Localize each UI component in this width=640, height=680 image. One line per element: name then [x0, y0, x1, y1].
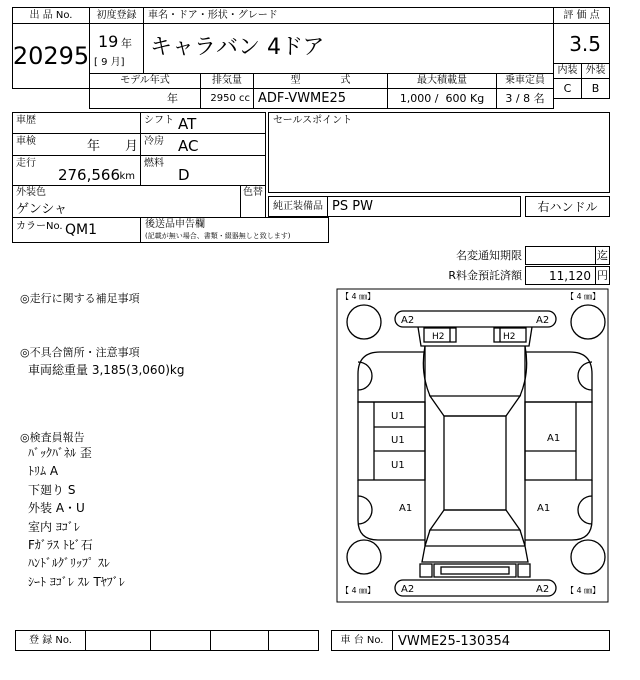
- rear-pillars: [425, 530, 525, 546]
- name-change-value-box: [525, 246, 596, 265]
- rear-bumper: [395, 580, 556, 596]
- driving-notes-heading: ◎走行に関する補足事項: [20, 292, 140, 305]
- shift-value: AT: [178, 115, 197, 133]
- windshield: [430, 396, 520, 416]
- color-number-cell: [12, 217, 141, 243]
- spec-model-code: ADF-VWME25: [253, 88, 388, 109]
- mark-left-panel-2: U1: [391, 435, 405, 446]
- left-front-fender: [358, 352, 425, 402]
- recycle-fee-value: 11,120: [525, 266, 596, 285]
- mileage-label: 走行: [16, 158, 36, 169]
- lot-label: 出 品 No.: [12, 7, 90, 24]
- roof: [444, 416, 506, 510]
- mileage-cell: [12, 155, 141, 186]
- score-value: 3.5: [553, 23, 610, 64]
- mark-headlight-left: H2: [432, 332, 445, 342]
- mark-headlight-right: H2: [503, 332, 516, 342]
- history-label: 車歴: [16, 115, 36, 126]
- inspector-item: ｼｰﾄ ﾖｺﾞﾚ ｽﾚ Tﾔﾌﾞﾚ: [28, 575, 125, 589]
- mileage-value: 276,566: [57, 166, 120, 184]
- shift-label: シフト: [144, 115, 174, 126]
- recolor-label: 色替: [243, 187, 263, 198]
- mark-rear-bumper-right: A2: [536, 584, 550, 595]
- equipment-value: PS PW: [332, 199, 373, 214]
- front-bumper: [395, 311, 556, 327]
- inspector-item: ﾊﾞｯｸﾊﾞﾈﾙ 歪: [28, 446, 92, 460]
- ac-value: AC: [178, 137, 199, 155]
- exterior-label: 外装: [581, 63, 610, 79]
- rear-plate-area: [434, 564, 516, 577]
- mark-left-rear: A1: [399, 503, 413, 514]
- defect-item: 車両総重量 3,185(3,060)kg: [28, 363, 185, 377]
- mark-left-panel-3: U1: [391, 460, 405, 471]
- tread-rear-right: 【 4 ㎜】: [566, 586, 601, 595]
- inspection-label: 車検: [16, 136, 36, 147]
- sales-point-label: セールスポイント: [273, 115, 353, 126]
- mark-right-rear: A1: [537, 503, 551, 514]
- spec-model-year: 年: [89, 88, 201, 109]
- right-front-wheel-arch: [578, 362, 592, 390]
- sales-point-cell: [268, 112, 610, 193]
- rear-plate: [441, 567, 509, 574]
- registration-month: [ 9 月]: [94, 57, 125, 68]
- registration-number-cell: [210, 630, 269, 651]
- inspector-item: ﾄﾘﾑ A: [28, 464, 59, 478]
- left-rear-wheel-arch: [358, 496, 372, 524]
- inspection-year-unit: 年: [87, 139, 101, 154]
- steering-cell: 右ハンドル: [525, 196, 610, 217]
- rear-window: [430, 510, 520, 530]
- car-name-header: [143, 7, 554, 24]
- name-change-unit: 迄: [595, 246, 610, 265]
- history-cell: [12, 112, 141, 134]
- color-number-value: QM1: [65, 222, 98, 238]
- tail-light-left: [420, 564, 432, 577]
- tire-rear-left: [347, 540, 381, 574]
- inspector-item: 室内 ﾖｺﾞﾚ: [28, 520, 80, 534]
- recycle-fee-unit: 円: [595, 266, 610, 285]
- later-items-note: (記載が無い場合、書類・綴器無しと致します): [145, 232, 291, 240]
- lot-number: 20295: [12, 23, 90, 89]
- mark-left-panel-1: U1: [391, 411, 405, 422]
- inspector-item: Fｶﾞﾗｽ ﾄﾋﾞ石: [28, 538, 93, 552]
- tire-front-right: [571, 305, 605, 339]
- recolor-cell: [240, 185, 266, 218]
- hood-pillars: [423, 346, 526, 396]
- inspector-item: 下廻り S: [28, 483, 76, 497]
- tread-front-right: 【 4 ㎜】: [566, 292, 601, 301]
- mark-front-bumper-left: A2: [401, 315, 415, 326]
- mark-rear-bumper-left: A2: [401, 584, 415, 595]
- defect-notes-heading: ◎不具合箇所・注意事項: [20, 346, 140, 359]
- chassis-number-label: 車 台 No.: [331, 630, 393, 651]
- inspection-month-unit: 月: [125, 139, 139, 154]
- registration-year: 19: [98, 32, 119, 51]
- tread-front-left: 【 4 ㎜】: [341, 292, 376, 301]
- rear-face: [422, 546, 528, 562]
- ac-label: 冷房: [144, 136, 164, 147]
- equipment-cell: [327, 196, 521, 217]
- exterior-grade: B: [581, 78, 610, 99]
- spec-capacity: 3 / 8 名: [496, 88, 554, 109]
- registration-number-cell: [268, 630, 319, 651]
- spec-header-model-year: モデル年式: [89, 73, 201, 89]
- tire-front-left: [347, 305, 381, 339]
- diagram-frame: [337, 289, 608, 602]
- registration-number-cell: [85, 630, 151, 651]
- spec-header-model-code: 型 式: [253, 73, 388, 89]
- later-items-label: 後送品申告欄: [145, 219, 205, 230]
- right-rear-wheel-arch: [578, 496, 592, 524]
- exterior-color-cell: [12, 185, 241, 218]
- recycle-fee-label: R料金預託済額: [448, 269, 522, 282]
- condition-diagram: [336, 288, 610, 603]
- car-name-cell: [143, 23, 554, 74]
- exterior-color-value: ゲンシャ: [16, 202, 68, 217]
- inspector-item: 外装 A・U: [28, 501, 85, 515]
- equipment-label: 純正装備品: [268, 196, 328, 217]
- registration-number-label: 登 録 No.: [15, 630, 86, 651]
- ac-cell: [140, 133, 266, 156]
- first-registration-label: 初度登録: [89, 7, 144, 24]
- interior-label: 内装: [553, 63, 582, 79]
- interior-grade: C: [553, 78, 582, 99]
- chassis-number-cell: [392, 630, 610, 651]
- car-name-label: 車名・ドア・形状・グレード: [148, 10, 278, 21]
- shift-cell: [140, 112, 266, 134]
- spec-header-capacity: 乗車定員: [496, 73, 554, 89]
- tread-rear-left: 【 4 ㎜】: [341, 586, 376, 595]
- spec-header-max-load: 最大積載量: [387, 73, 497, 89]
- fuel-cell: [140, 155, 266, 186]
- exterior-color-label: 外装色: [16, 187, 46, 198]
- inspector-report-heading: ◎検査員報告: [20, 431, 85, 444]
- tail-light-right: [518, 564, 530, 577]
- spec-max-load: 1,000 / 600 Kg: [387, 88, 497, 109]
- registration-cell: [89, 23, 144, 74]
- name-change-label: 名変通知期限: [456, 249, 522, 262]
- right-rear-fender: [525, 480, 592, 540]
- mark-right-panel: A1: [547, 433, 561, 444]
- inspector-item: ﾊﾝﾄﾞﾙｸﾞﾘｯﾌﾟ ｽﾚ: [28, 556, 110, 570]
- spec-header-displacement: 排気量: [200, 73, 254, 89]
- fuel-label: 燃料: [144, 158, 164, 169]
- spec-displacement: 2950 cc: [200, 88, 254, 109]
- left-front-wheel-arch: [358, 362, 372, 390]
- inspection-cell: [12, 133, 141, 156]
- tire-rear-right: [571, 540, 605, 574]
- left-rear-fender: [358, 480, 425, 540]
- mileage-unit: km: [119, 171, 135, 182]
- color-number-label: カラーNo.: [16, 221, 63, 232]
- car-name: キャラバン 4ドア: [150, 35, 325, 60]
- chassis-number-value: VWME25-130354: [398, 634, 511, 649]
- fuel-value: D: [178, 166, 190, 184]
- registration-year-unit: 年: [121, 37, 132, 50]
- registration-number-cell: [150, 630, 211, 651]
- right-front-fender: [525, 352, 592, 402]
- later-items-cell: [140, 217, 329, 243]
- mark-front-bumper-right: A2: [536, 315, 550, 326]
- score-label: 評 価 点: [553, 7, 610, 24]
